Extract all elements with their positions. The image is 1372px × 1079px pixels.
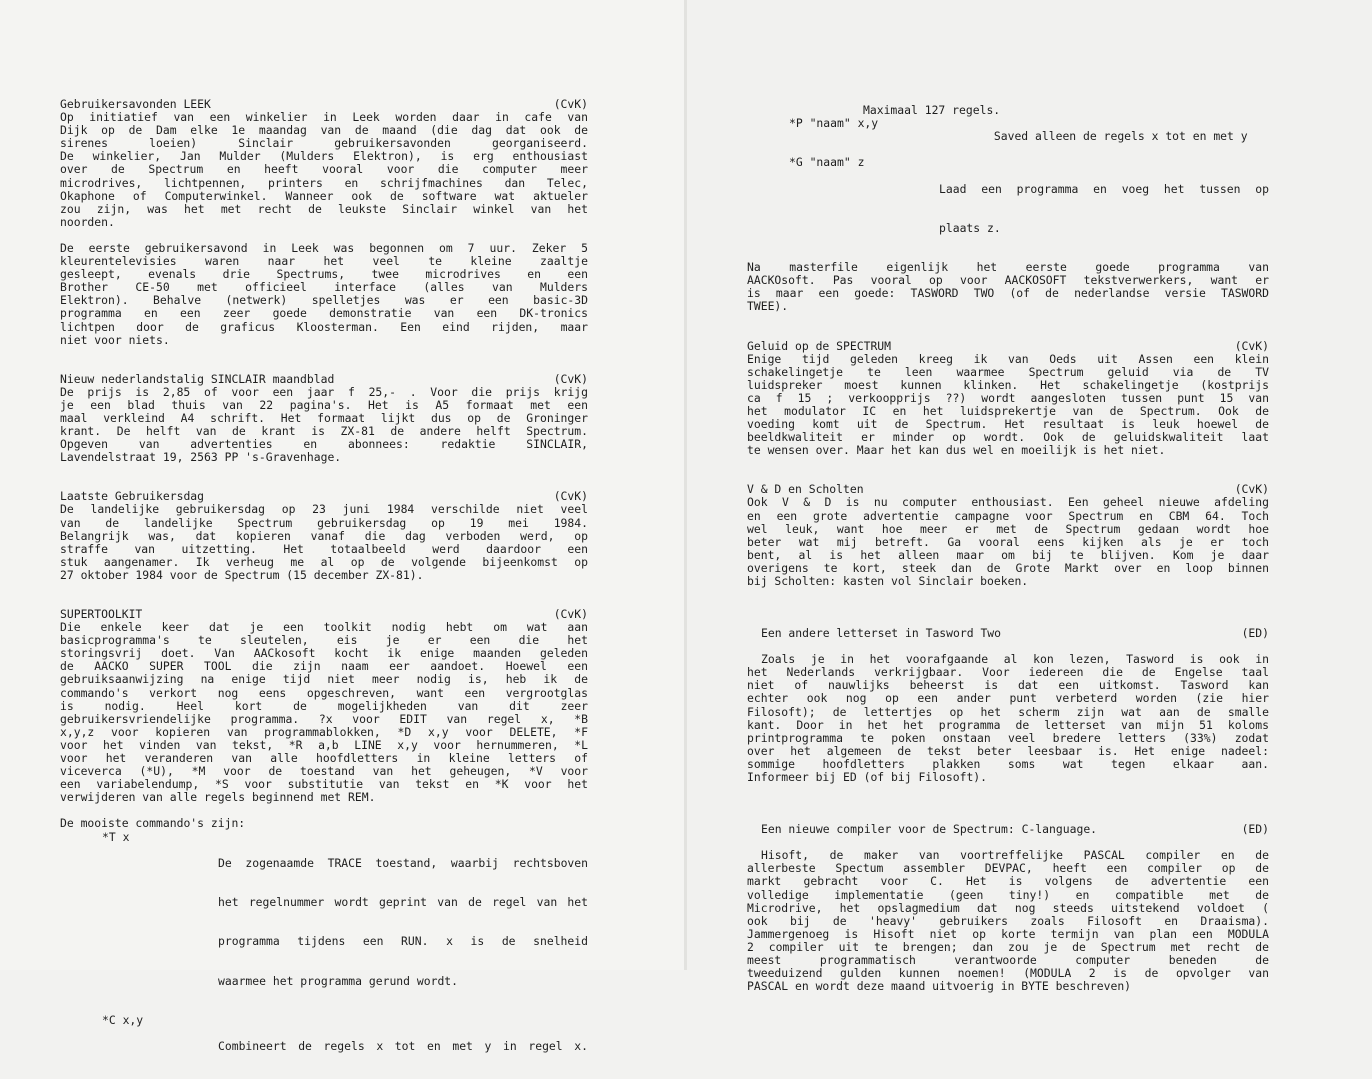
text-line: zou zijn, was het met recht de leukste Sinclair winkel van het <box>60 201 588 216</box>
text-line: het regelnummer wordt geprint van de regel van het <box>218 894 588 909</box>
text-line: kleurentelevisies waren naar het veel te kleine zaaltje <box>60 254 588 269</box>
text-line: De eerste gebruikersavond in Leek was begonnen om 7 uur. Zeker 5 <box>60 240 588 255</box>
article-title: V & D en Scholten <box>747 482 864 497</box>
text-line: over het algemeen de tekst beter leesbaar is. Het enige nadeel: <box>747 743 1269 758</box>
text-line: schakelingetje te leen waarmee Spectrum geluid via de TV <box>747 364 1269 379</box>
text-line: De landelijke gebruikersdag op 23 juni 1984 verschilde niet veel <box>60 502 588 517</box>
article-title: Een nieuwe compiler voor de Spectrum: C-language. <box>761 822 1098 837</box>
article-author: (CvK) <box>553 489 588 504</box>
text-line: viceverca (*U), *M voor de toestand van het geheugen, *V voor <box>60 764 588 779</box>
article-title: Geluid op de SPECTRUM <box>747 338 892 353</box>
text-line: Opgeven van advertenties en abonnees: redaktie SINCLAIR, <box>60 437 588 452</box>
article-c-compiler <box>747 823 1269 993</box>
article-header <box>747 627 1269 640</box>
text-line: voor het veranderen van alle hoofdletters in kleine letters of <box>60 751 588 766</box>
text-line: te wensen over. Maar het kan dus wel en moeilijk is het niet. <box>747 443 1166 458</box>
text-line: programma en een zeer goede demonstratie van een DK-tronics <box>60 306 588 321</box>
text-line: Okaphone of Computerwinkel. Wanneer ook de software wat aktueler <box>60 188 588 203</box>
text-line: je een blad thuis van 22 pagina's. Het is A5 formaat met een <box>60 397 588 412</box>
text-line: wel leuk, want hoe meer er met de Spectrum gedaan wordt hoe <box>747 521 1269 536</box>
text-line: Microdrive, het opslagmedium dat nog steeds uitstekend voldoet ( <box>747 900 1269 915</box>
text-line: waarmee het programma gerund wordt. <box>218 973 459 988</box>
text-line: de AACKO SUPER TOOL die zijn naam eer aandoet. Hoewel een <box>60 659 588 674</box>
right-column <box>747 104 1269 993</box>
text-line: bij Scholten: kasten vol Sinclair boeken. <box>747 574 1029 588</box>
text-line: TWEE). <box>747 299 789 314</box>
command-key: *C x,y <box>102 1012 144 1027</box>
article-header <box>747 823 1269 836</box>
text-line: PASCAL en wordt deze maand uitvoerig in BYTE beschreven) <box>747 979 1132 994</box>
text-line: niet of nauwlijks beheerst is dat een uitkomst. Tasword kan <box>747 678 1269 693</box>
text-line: Die enkele keer dat je een toolkit nodig hebt om wat aan <box>60 620 588 635</box>
text-line: bent, al is het alleen maar om bij te blijven. Kom je daar <box>747 547 1269 562</box>
text-line: Laad een programma en voeg het tussen op <box>939 181 1269 196</box>
text-line: gesleept, evenals drie Spectrums, twee microdrives en een <box>60 267 588 282</box>
command-key: *G "naam" z <box>789 155 865 170</box>
text-line: Op initiatief van een winkelier in Leek worden daar in cafe van <box>60 110 588 125</box>
text-line: Elektron). Behalve (netwerk) spelletjes was er een basic-3D <box>60 293 588 308</box>
supertoolkit-continuation <box>747 104 1269 314</box>
article-author: (CvK) <box>1234 338 1269 353</box>
text-line: en een grote advertentie campagne voor Spectrum en CBM 64. Toch <box>747 508 1269 523</box>
article-tasword-letterset <box>747 627 1269 784</box>
text-line: gebruiksaanwijzing na enige tijd niet meer nodig is, heb ik de <box>60 672 588 687</box>
text-line: De zogenaamde TRACE toestand, waarbij rechtsboven <box>218 855 588 870</box>
text-line: Ook V & D is nu computer enthousiast. Een geheel nieuwe afdeling <box>747 495 1269 510</box>
text-line: luidspreker moest kunnen klinken. Het schakelingetje (kostprijs <box>747 377 1269 392</box>
text-line: beter wat mij betreft. Ga vooral eens kijken als je er toch <box>747 534 1269 549</box>
text-line: commando's verkort nog eens opgeschreven, want een vergrootglas <box>60 685 588 700</box>
text-line: 2 compiler uit te brengen; dan zou je de Spectrum met recht de <box>747 939 1269 954</box>
text-line: overigens te kort, steek dan de Grote Markt over en loop binnen <box>747 560 1269 575</box>
article-author: (ED) <box>1241 626 1269 641</box>
article-vd-scholten <box>747 483 1269 588</box>
command-entry <box>747 156 1269 261</box>
text-line: storingsvrij doet. Van AACkosoft kocht ik enige maanden geleden <box>60 646 588 661</box>
text-line: is maar een goede: TASWORD TWO (of de nederlandse versie TASWORD <box>747 286 1269 301</box>
text-line: gebruikersvriendelijke programma. ?x voor EDIT van regel x, *B <box>60 711 588 726</box>
command-key: *P "naam" x,y <box>789 116 879 131</box>
text-line: Hisoft, de maker van voortreffelijke PASCAL compiler en de <box>761 848 1269 863</box>
command-entry <box>60 831 588 1014</box>
text-line: microdrives, lichtpennen, printers en schrijfmachines dan Telec, <box>60 175 588 190</box>
text-line: tweeduizend gulden kunnen noemen! (MODULA 2 is de opvolger van <box>747 966 1269 981</box>
page-fold <box>684 0 687 970</box>
text-line: printprogramma te poken onstaan veel bredere letters (33%) zodat <box>747 730 1269 745</box>
text-line: volledige implementatie (geen tiny!) en compatible met de <box>747 887 1269 902</box>
article-title: Nieuw nederlandstalig SINCLAIR maandblad <box>60 371 335 386</box>
text-line: Dijk op de Dam elke 1e maandag van de maand (die dag dat ook de <box>60 123 588 138</box>
text-line: allerbeste Spectum assembler DEVPAC, heeft een compiler op de <box>747 861 1269 876</box>
text-line: over de Spectrum en heeft vooral voor die computer meer <box>60 162 588 177</box>
text-line: stuk aangenamer. Ik verheug me al op de volgende bijeenkomst op <box>60 554 588 569</box>
article-header <box>747 340 1269 353</box>
text-line: Saved alleen de regels x tot en met y <box>993 129 1248 144</box>
text-line: Zoals je in het voorafgaande al kon lezen, Tasword is ook in <box>761 652 1269 667</box>
article-title: Een andere letterset in Tasword Two <box>761 626 1002 641</box>
text-line: maal verkleind A4 schrift. Het formaat lijkt dus op de Groninger <box>60 410 588 425</box>
text-line: het Nederlands verkrijgbaar. Voor iedereen die de Engelse taal <box>747 665 1269 680</box>
text-line: kant. Door in het het programma de letterset van mijn 51 koloms <box>747 717 1269 732</box>
article-supertoolkit <box>60 608 588 1079</box>
text-line: niet voor niets. <box>60 332 170 347</box>
command-desc <box>939 117 1269 156</box>
text-line: een variabelendump, *S voor substitutie van tekst en *K voor het <box>60 777 588 792</box>
text-line: Belangrijk was, dat kopieren vanaf die dag verboden werd, op <box>60 528 588 543</box>
text-line: Filosoft); de lettertjes op het scherm zijn wat aan de smalle <box>747 704 1269 719</box>
command-desc <box>218 1014 588 1079</box>
article-author: (CvK) <box>553 371 588 386</box>
command-desc <box>218 831 588 1014</box>
article-author: (CvK) <box>1234 482 1269 497</box>
text-line: sommige hoofdletters plakken soms wat tegen elkaar aan. <box>747 756 1269 771</box>
text-line: is nodig. Heel kort de mogelijkheden van dit zeer <box>60 698 588 713</box>
text-line: Enige tijd geleden kreeg ik van Oeds uit Assen een klein <box>747 351 1269 366</box>
article-header <box>60 373 588 386</box>
text-line: echter ook nog op een ander punt verbeterd worden (zie hier <box>747 691 1269 706</box>
text-line: sirenes loeien) Sinclair gebruikersavonden georganiseerd. <box>60 136 588 151</box>
text-line: Lavendelstraat 19, 2563 PP 's-Gravenhage. <box>60 450 342 465</box>
command-entry <box>60 1014 588 1079</box>
text-line: AACKOsoft. Pas vooral op voor AACKOSOFT tekstverwerkers, want er <box>747 273 1269 288</box>
article-author: (CvK) <box>553 607 588 621</box>
article-laatste-gebruikersdag <box>60 490 588 582</box>
text-line: ook bij de 'heavy' gebruikers zoals Filosoft en Draaisma). <box>747 913 1269 928</box>
article-gebruikersavonden-leek <box>60 98 588 347</box>
article-title: SUPERTOOLKIT <box>60 607 143 621</box>
text-line: programma tijdens een RUN. x is de snelheid <box>218 934 588 949</box>
text-line: x,y,z voor kopieren van programmablokken, *D x,y voor DELETE, *F <box>60 724 588 739</box>
article-sinclair-maandblad <box>60 373 588 465</box>
text-line: van de landelijke Spectrum gebruikersdag op 19 mei 1984. <box>60 515 588 530</box>
text-line: basicprogramma's te sleutelen, eis je er een die het <box>60 633 588 648</box>
article-title: Laatste Gebruikersdag <box>60 489 205 504</box>
command-key: *T x <box>102 829 130 844</box>
text-line: markt gebracht voor C. Het is volgens de advertentie een <box>747 874 1269 889</box>
command-desc <box>939 156 1269 261</box>
commands-heading: De mooiste commando's zijn: <box>60 816 246 831</box>
text-line: De winkelier, Jan Mulder (Mulders Elektron), is erg enthousiast <box>60 149 588 164</box>
text-line: voeding komt uit de Spectrum. Het resultaat is leuk hoewel de <box>747 417 1269 432</box>
text-line: krant. De helft van de krant is ZX-81 de andere helft Spectrum. <box>60 424 588 439</box>
text-line: beeldkwaliteit er minder op wordt. Ook de geluidskwaliteit laat <box>747 430 1269 445</box>
text-line: plaats z. <box>939 220 1001 235</box>
command-entry <box>747 117 1269 156</box>
article-title: Gebruikersavonden LEEK <box>60 97 211 111</box>
article-author: (CvK) <box>553 97 588 111</box>
text-line: noorden. <box>60 214 115 229</box>
text-line: 27 oktober 1984 voor de Spectrum (15 december ZX-81). <box>60 567 424 582</box>
text-line: ca f 15 ; verkoopprijs ??) wordt aangesloten tussen punt 15 van <box>747 390 1269 405</box>
text-line: De prijs is 2,85 of voor een jaar f 25,- . Voor die prijs krijg <box>60 384 588 399</box>
article-geluid-spectrum <box>747 340 1269 458</box>
text-line: Na masterfile eigenlijk het eerste goede programma van <box>747 260 1269 275</box>
text-line: Combineert de regels x tot en met y in regel x. <box>218 1039 588 1053</box>
text-line: straffe van uitzetting. Het totaalbeeld werd daardoor een <box>60 541 588 556</box>
text-line: verwijderen van alle regels beginnend met REM. <box>60 790 376 805</box>
text-line: Brother CE-50 met officieel interface (alles van Mulders <box>60 280 588 295</box>
text-line: voor het vinden van tekst, *R a,b LINE x,y voor hernummeren, *L <box>60 737 588 752</box>
text-line: meest programmatisch verantwoorde computer beneden de <box>747 952 1269 967</box>
text-line: Informeer bij ED (of bij Filosoft). <box>747 770 988 785</box>
left-column <box>60 98 588 1079</box>
text-line: lichtpen door de graficus Kloosterman. Een eind rijden, maar <box>60 319 588 334</box>
text-line: Jammergenoeg is Hisoft niet op korte termijn van plan een MODULA <box>747 926 1269 941</box>
text-line: Maximaal 127 regels. <box>863 103 1001 117</box>
article-author: (ED) <box>1241 822 1269 837</box>
text-line: het modulator IC en het luidsprekertje van de Spectrum. Ook de <box>747 403 1269 418</box>
